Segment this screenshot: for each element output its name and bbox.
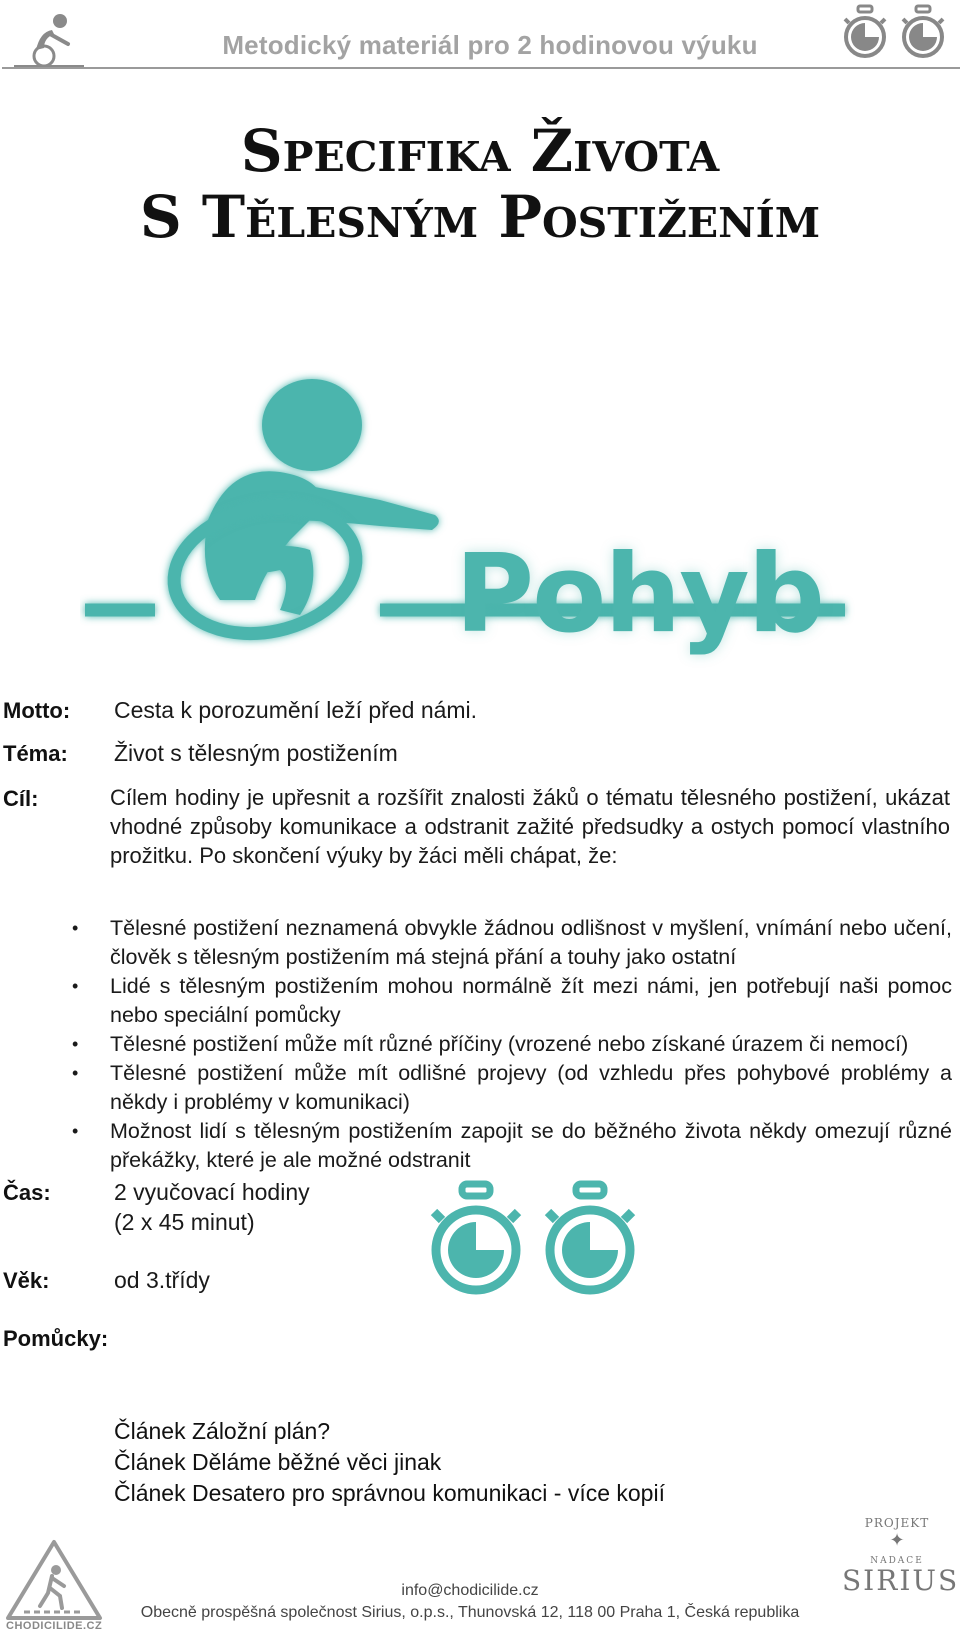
list-item-text: Možnost lidí s tělesným postižením zapojit se do běžného života někdy omezují různé překážky, které je ale možné odstranit — [110, 1119, 952, 1172]
sirius-logo — [842, 1516, 960, 1597]
materials-list — [114, 1416, 665, 1509]
list-item: • Tělesné postižení může mít různé příčiny (vrozené nebo získané úrazem či nemocí) — [72, 1032, 909, 1056]
list-item: Článek Záložní plán? — [114, 1418, 331, 1444]
list-item: • Lidé s tělesným postižením mohou normálně žít mezi námi, jen potřebují naši pomoc nebo speciální pomůcky — [72, 974, 952, 1027]
list-item-text: Tělesné postižení neznamená obvykle žádnou odlišnost v myšlení, vnímání nebo učení, člověk s tělesným postižením má stejná přání a touhy jako ostatní — [110, 916, 952, 969]
motto-label: Motto: — [3, 698, 71, 723]
projekt-label: PROJEKT — [864, 1516, 930, 1530]
page-title — [0, 118, 960, 250]
footer-address: Obecně prospěšná společnost Sirius, o.p.s., Thunovská 12, 118 00 Praha 1, Česká republika — [140, 1604, 800, 1621]
tema-label: Téma: — [3, 741, 68, 766]
header-divider — [2, 67, 960, 69]
tema-value: Život s tělesným postižením — [114, 740, 398, 766]
header-title: Metodický materiál pro 2 hodinovou výuku — [222, 30, 758, 60]
list-item-text: Tělesné postižení může mít různé příčiny (vrozené nebo získané úrazem či nemocí) — [110, 1032, 909, 1056]
pomucky-label: Pomůcky: — [3, 1326, 109, 1351]
motto-value: Cesta k porozumění leží před námi. — [114, 697, 478, 723]
stopwatch-icon — [426, 1180, 526, 1300]
footer-email[interactable]: info@chodicilide.cz — [401, 1582, 539, 1599]
title-line-1: Specifika Života — [240, 117, 720, 185]
list-item: Článek Děláme běžné věci jinak — [114, 1449, 442, 1475]
list-item: • Možnost lidí s tělesným postižením zapojit se do běžného života někdy omezují různé překážky, které je ale možné odstranit — [72, 1119, 952, 1172]
vek-label: Věk: — [3, 1268, 50, 1293]
vek-value: od 3.třídy — [114, 1267, 210, 1293]
stopwatch-header-icon — [840, 4, 890, 60]
nadace-label: NADACE — [870, 1556, 924, 1566]
stopwatch-header-icon — [898, 4, 948, 60]
cas-value-line1: 2 vyučovací hodiny — [114, 1179, 310, 1205]
title-line-2: S Tělesným Postižením — [139, 183, 821, 251]
stopwatch-icon — [540, 1180, 640, 1300]
list-item-text: Tělesné postižení může mít odlišné projevy (od vzhledu přes pohybové problémy a někdy i problémy v komunikaci) — [110, 1061, 952, 1114]
cil-text: Cílem hodiny je upřesnit a rozšířit znalosti žáků o tématu tělesného postižení, ukázat vhodné způsoby komunikace a odstranit zažité předsudky a ostych pomocí vlastního prožitku. Po skončení výuky by žáci měli chápat, že: — [110, 785, 950, 868]
wheelchair-header-icon — [14, 10, 84, 68]
cas-label: Čas: — [3, 1180, 51, 1205]
list-item: • Tělesné postižení může mít odlišné projevy (od vzhledu přes pohybové problémy a někdy i problémy v komunikaci) — [72, 1061, 952, 1114]
star-icon: ✦ — [889, 1530, 905, 1551]
cil-label: Cíl: — [3, 786, 39, 811]
list-item: Článek Desatero pro správnou komunikaci - více kopií — [114, 1480, 665, 1506]
list-item-text: Lidé s tělesným postižením mohou normálně žít mezi námi, jen potřebují naši pomoc nebo speciální pomůcky — [110, 974, 952, 1027]
footer-brand: CHODICILIDE.CZ — [6, 1620, 103, 1632]
sirius-label: SIRIUS — [842, 1564, 960, 1597]
list-item: • Tělesné postižení neznamená obvykle žádnou odlišnost v myšlení, vnímání nebo učení, člověk s tělesným postižením má stejná přání a touhy jako ostatní — [72, 916, 952, 969]
cas-value-line2: (2 x 45 minut) — [114, 1209, 255, 1235]
goals-list — [72, 914, 952, 1175]
pedestrian-sign-icon — [4, 1538, 104, 1622]
logo-wordmark: Pohyb — [455, 532, 823, 657]
